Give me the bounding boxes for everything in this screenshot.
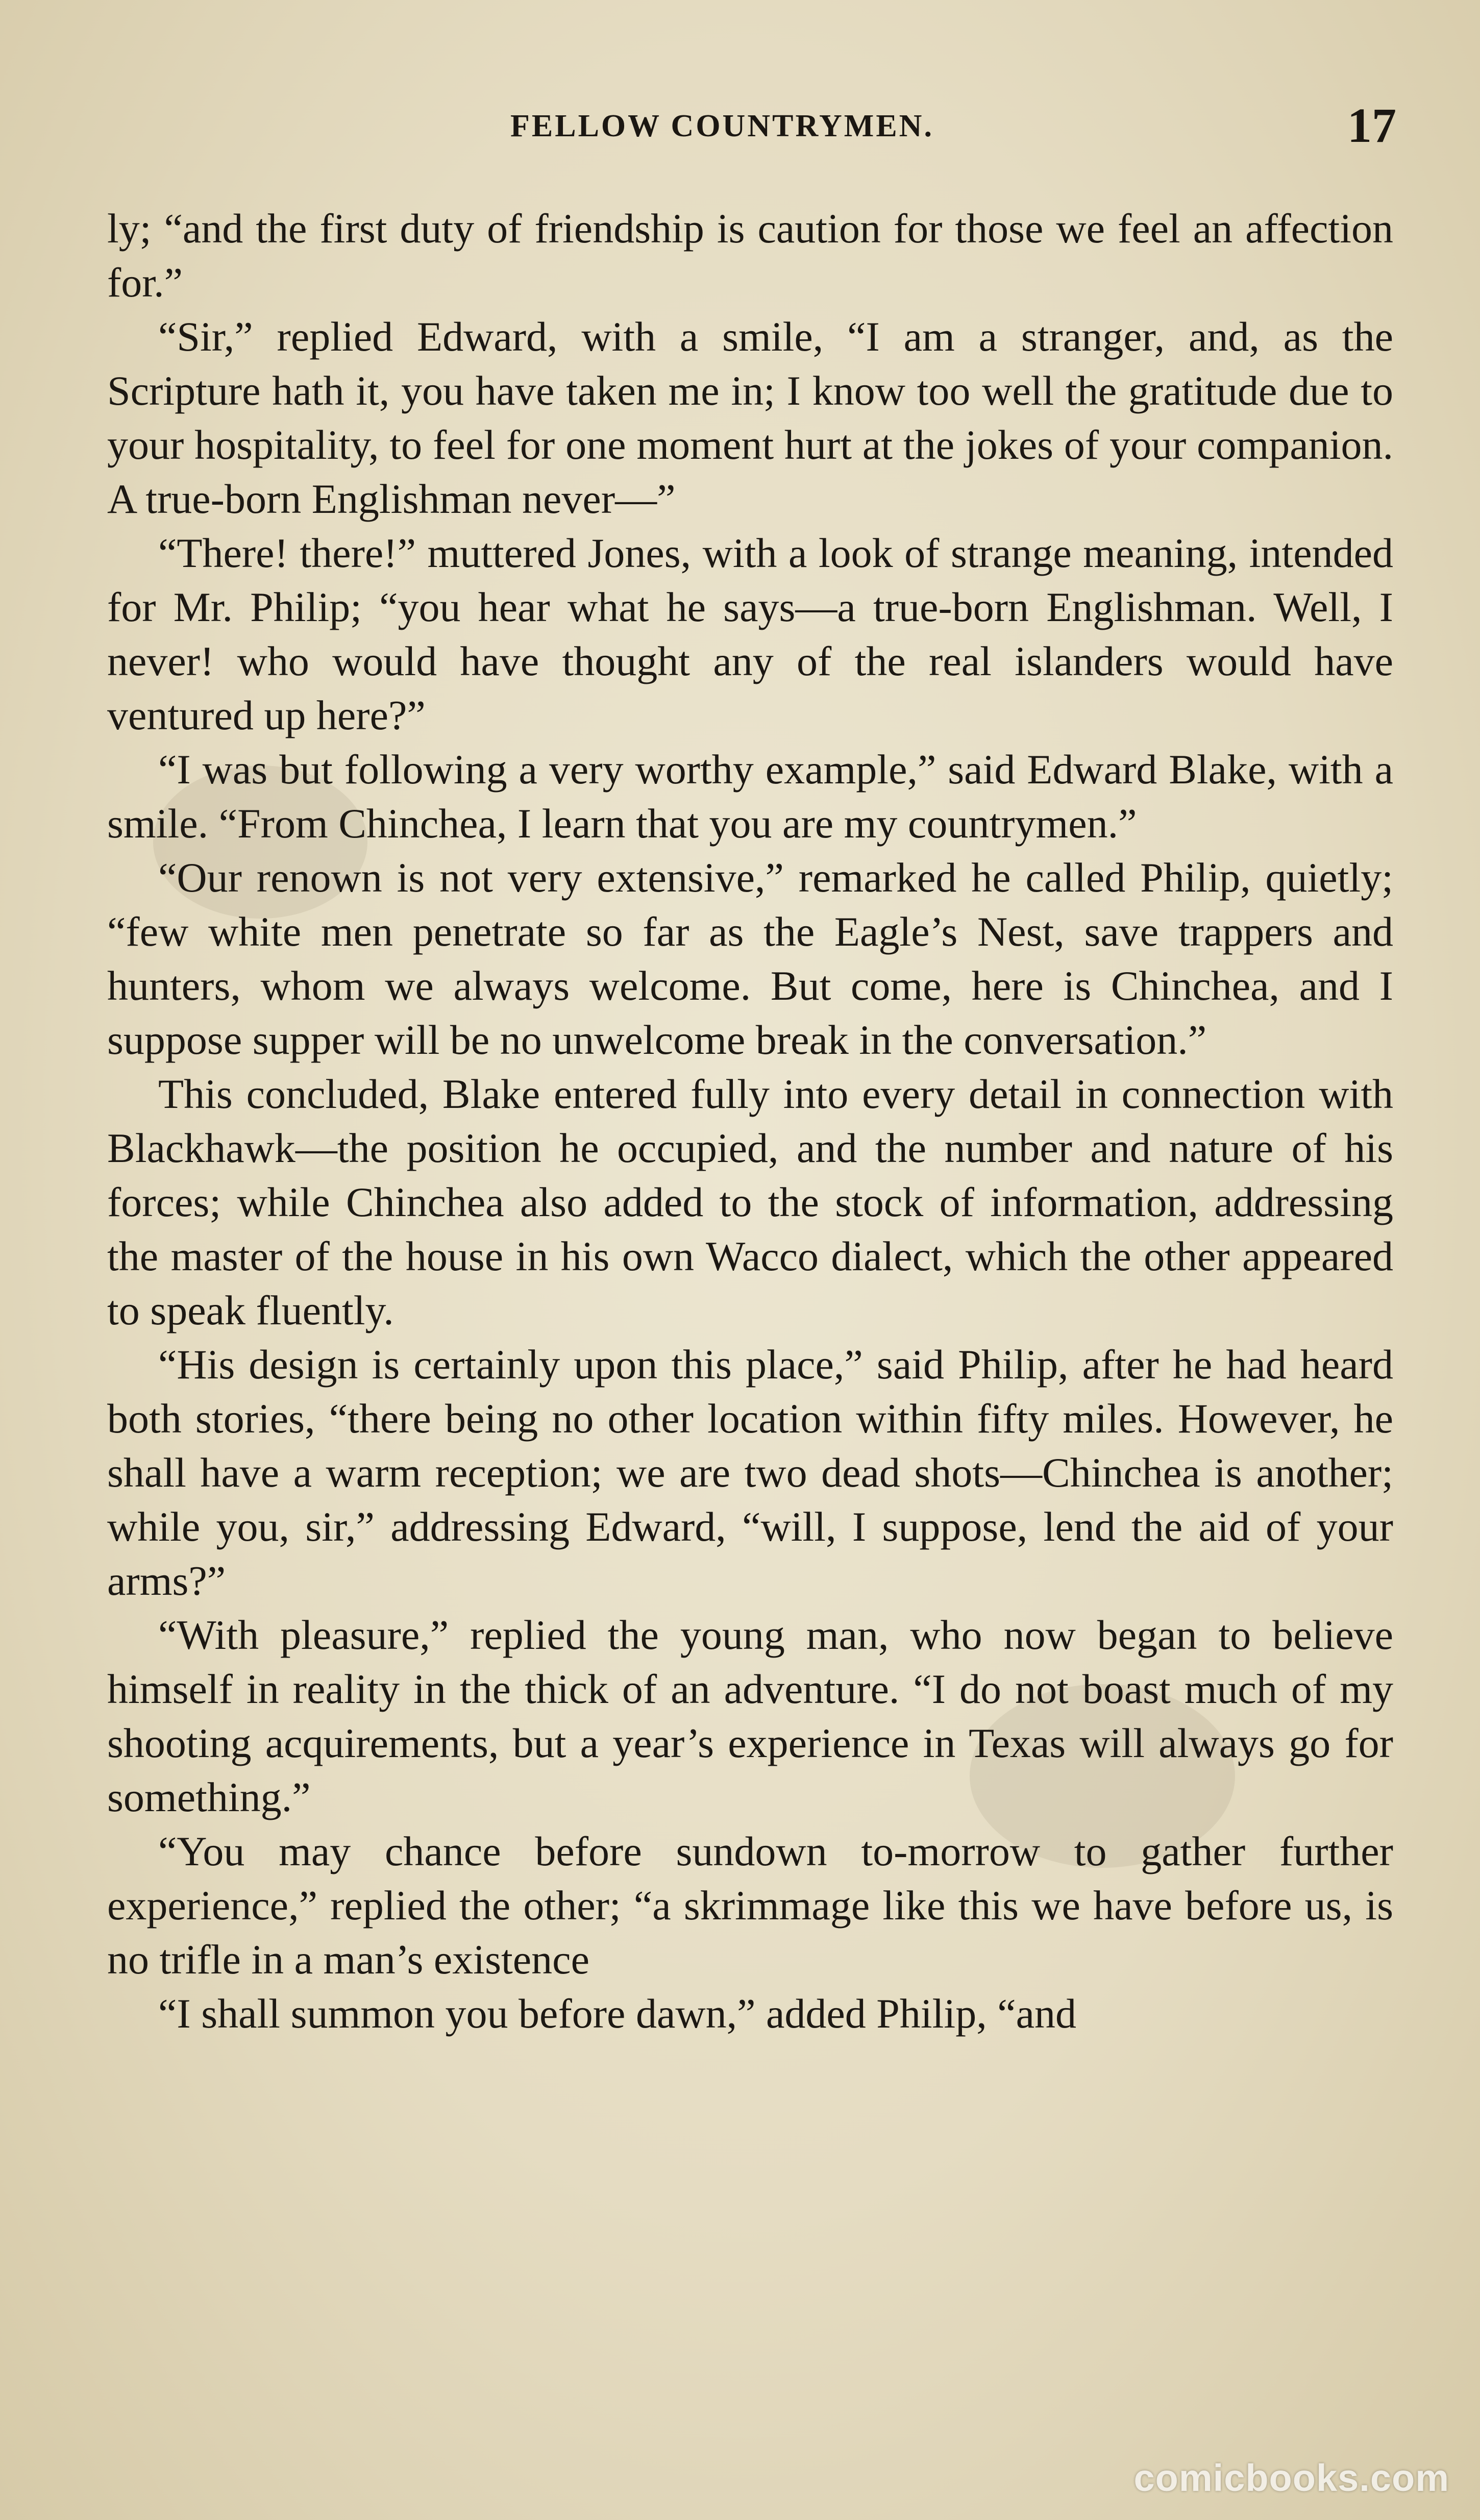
paragraph: “There! there!” muttered Jones, with a look of strange meaning, intended for Mr. Philip; “you hear what he says—a true-born Englishman. Well, I never! who would have thought any of the real islanders would have ventured up here?” xyxy=(107,530,1393,738)
running-head: FELLOW COUNTRYMEN. xyxy=(510,109,934,143)
page-number: 17 xyxy=(1347,98,1396,153)
paragraph: This concluded, Blake entered fully into every detail in connection with Blackhawk—the position he occupied, and the number and nature of his forces; while Chinchea also added to the stock of information, addressing the master of the house in his own Wacco dialect, which the other appeared to speak fluently. xyxy=(107,1071,1393,1333)
body-text xyxy=(107,202,1393,2041)
paragraph: “Our renown is not very extensive,” remarked he called Philip, quietly; “few white men penetrate so far as the Eagle’s Nest, save trappers and hunters, whom we always welcome. But come, here is Chinchea, and I suppose supper will be no unwelcome break in the conversation.” xyxy=(107,854,1393,1063)
paragraph: “I was but following a very worthy example,” said Edward Blake, with a smile. “From Chinchea, I learn that you are my countrymen.” xyxy=(107,746,1393,847)
paragraph: “You may chance before sundown to-morrow to gather further experience,” replied the other; “a skrimmage like this we have before us, is no trifle in a man’s existence xyxy=(107,1828,1393,1983)
page-header xyxy=(0,97,1480,153)
paragraph: “Sir,” replied Edward, with a smile, “I am a stranger, and, as the Scripture hath it, you have taken me in; I know too well the gratitude due to your hospitality, to feel for one moment hurt at the jokes of your companion. A true-born Englishman never—” xyxy=(107,313,1393,522)
paragraph: “His design is certainly upon this place,” said Philip, after he had heard both stories, “there being no other location within fifty miles. However, he shall have a warm reception; we are two dead shots—Chinchea is another; while you, sir,” addressing Edward, “will, I suppose, lend the aid of your arms?” xyxy=(107,1341,1393,1604)
paragraph: “I shall summon you before dawn,” added Philip, “and xyxy=(158,1990,1076,2037)
paragraph: ly; “and the first duty of friendship is caution for those we feel an affection for.” xyxy=(107,205,1393,306)
watermark: comicbooks.com xyxy=(1133,2457,1449,2499)
paragraph: “With pleasure,” replied the young man, who now began to believe himself in reality in the thick of an adventure. “I do not boast much of my shooting acquirements, but a year’s experience in Texas will always go for something.” xyxy=(107,1612,1393,1820)
